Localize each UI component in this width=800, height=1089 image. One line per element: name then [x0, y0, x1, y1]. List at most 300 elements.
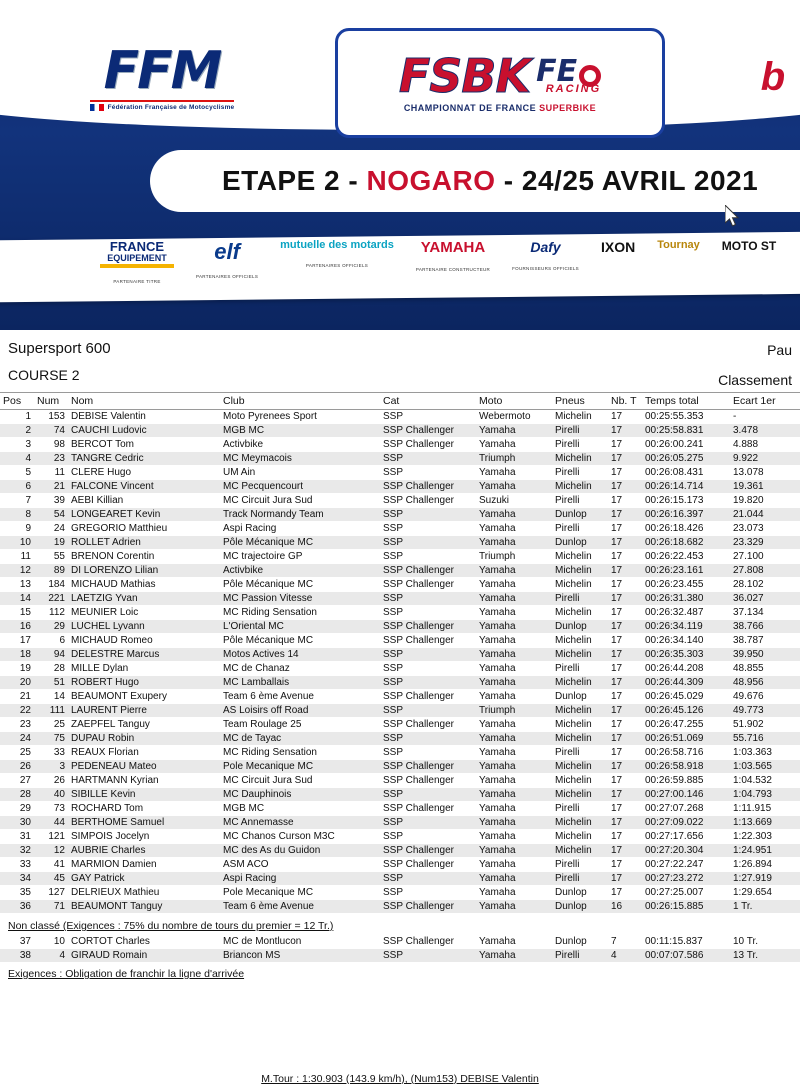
cell-pneus: Pirelli [555, 859, 580, 870]
table-row [0, 935, 800, 949]
cell-moto: Yamaha [476, 760, 552, 774]
cell-cat: SSP [380, 648, 476, 662]
cell-pos: 5 [25, 467, 31, 478]
cell-nbt: 17 [608, 592, 642, 606]
cell-moto: Yamaha [479, 607, 516, 618]
cell-club: MGB MC [223, 803, 265, 814]
cell-nbt: 17 [608, 536, 642, 550]
cell-nom: ZAEPFEL Tanguy [71, 719, 150, 730]
cell-pneus: Dunlop [555, 936, 587, 947]
cell-cat: SSP [383, 663, 404, 674]
table-row [0, 816, 800, 830]
table-row [0, 522, 800, 536]
cell-pneus: Michelin [555, 719, 592, 730]
cell-club: MC trajectoire GP [223, 551, 303, 562]
logo-row [0, 22, 800, 132]
cell-moto: Yamaha [479, 439, 516, 450]
cell-moto: Yamaha [479, 635, 516, 646]
cell-temps: 00:26:32.487 [645, 607, 704, 618]
table-row [0, 774, 800, 788]
cell-cat: SSP Challenger [383, 936, 454, 947]
cell-pos: 18 [0, 648, 34, 662]
cell-ecart: 1:27.919 [730, 872, 800, 886]
cell-pos: 34 [0, 872, 34, 886]
ffm-logo-subtitle: Fédération Française de Motocyclisme [90, 100, 235, 111]
sponsor-yamaha: YAMAHA PARTENAIRE CONSTRUCTEUR [415, 239, 491, 272]
table-row [0, 830, 800, 844]
cell-cat: SSP [383, 411, 404, 422]
table-row [0, 410, 800, 424]
cell-pneus: Pirelli [555, 747, 580, 758]
cell-temps: 00:26:34.119 [642, 620, 730, 634]
cell-nbt: 17 [611, 803, 623, 814]
cell-pneus: Michelin [555, 831, 592, 842]
table-row [0, 494, 800, 508]
cell-num: 33 [53, 747, 65, 758]
sponsor-france-equipement: FRANCE EQUIPEMENT PARTENAIRE TITRE [100, 240, 174, 292]
cell-temps: 00:27:00.146 [642, 788, 730, 802]
cell-nbt: 17 [611, 691, 623, 702]
french-flag-icon [90, 104, 104, 111]
cell-moto: Yamaha [476, 732, 552, 746]
cell-ecart: 55.716 [730, 732, 800, 746]
cell-ecart: 4.888 [733, 439, 759, 450]
table-row [0, 424, 800, 438]
cell-pos: 9 [25, 523, 31, 534]
cell-nbt: 17 [608, 564, 642, 578]
cell-nom: GIRAUD Romain [68, 949, 220, 963]
cell-temps: 00:26:59.885 [645, 775, 704, 786]
cell-temps: 00:26:15.885 [642, 900, 730, 914]
sponsor-elf: elf PARTENAIRES OFFICIELS [196, 239, 259, 280]
col-num: Num [34, 393, 68, 410]
table-row [0, 550, 800, 564]
cell-nom: TANGRE Cedric [68, 452, 220, 466]
cell-nom: MARMION Damien [71, 859, 157, 870]
cell-nom: GREGORIO Matthieu [71, 523, 168, 534]
cell-num: 153 [48, 411, 65, 422]
cell-cat: SSP [380, 788, 476, 802]
event-title: ETAPE 2 - NOGARO - 24/25 AVRIL 2021 [222, 165, 759, 196]
cell-num: 3 [34, 760, 68, 774]
cell-pneus: Dunlop [555, 691, 587, 702]
cell-moto: Suzuki [479, 495, 510, 506]
cell-nom: LAURENT Pierre [68, 704, 220, 718]
cell-cat: SSP Challenger [380, 424, 476, 438]
cell-ecart: 19.361 [730, 480, 800, 494]
results-table-head [0, 393, 800, 410]
cell-cat: SSP [380, 949, 476, 963]
non-classe-note: Non classé (Exigences : 75% du nombre de tours du premier = 12 Tr.) [0, 914, 800, 935]
cell-club: Aspi Racing [223, 523, 277, 534]
cell-cat: SSP [380, 816, 476, 830]
cell-moto: Yamaha [479, 803, 516, 814]
table-row [0, 858, 800, 872]
cell-nbt: 7 [611, 936, 617, 947]
sponsor-moto-st: MOTO ST [721, 239, 777, 253]
cell-pos: 14 [0, 592, 34, 606]
cell-num: 184 [48, 579, 65, 590]
cell-cat: SSP [380, 872, 476, 886]
cell-temps: 00:26:44.309 [642, 676, 730, 690]
cell-moto: Yamaha [476, 536, 552, 550]
cell-pneus: Pirelli [555, 663, 580, 674]
table-row [0, 676, 800, 690]
ffm-logo [72, 38, 252, 118]
table-row [0, 732, 800, 746]
cell-nbt: 17 [611, 747, 623, 758]
non-classe-table-body [0, 935, 800, 963]
cell-pos: 33 [19, 859, 31, 870]
cell-ecart: 38.787 [733, 635, 764, 646]
cell-moto: Yamaha [476, 900, 552, 914]
cell-pos: 19 [19, 663, 31, 674]
cell-pos: 12 [0, 564, 34, 578]
document-type: Classement [718, 372, 792, 388]
cell-temps: 00:26:22.453 [645, 551, 704, 562]
cell-nom: CAUCHI Ludovic [68, 424, 220, 438]
cell-cat: SSP [383, 887, 404, 898]
cell-num: 54 [34, 508, 68, 522]
cell-pos: 17 [19, 635, 31, 646]
cell-temps: 00:26:15.173 [645, 495, 704, 506]
cell-nbt: 17 [608, 732, 642, 746]
cell-num: 74 [34, 424, 68, 438]
cell-ecart: 28.102 [733, 579, 764, 590]
fsbk-logo-racing: RACING [545, 83, 602, 96]
cell-club: Motos Actives 14 [220, 648, 380, 662]
cell-nom: AUBRIE Charles [68, 844, 220, 858]
table-row [0, 578, 800, 592]
requirements-note: Exigences : Obligation de franchir la ligne d'arrivée [8, 968, 245, 980]
cell-nbt: 17 [611, 859, 623, 870]
cell-num: 71 [34, 900, 68, 914]
cell-nom: SIBILLE Kevin [68, 788, 220, 802]
cell-moto: Yamaha [479, 859, 516, 870]
cell-nbt: 17 [608, 620, 642, 634]
cell-pos: 38 [0, 949, 34, 963]
table-row [0, 466, 800, 480]
cell-temps: 00:26:44.208 [645, 663, 704, 674]
fsbk-logo-word: FSBK [398, 49, 531, 103]
cell-club: Moto Pyrenees Sport [223, 411, 317, 422]
cell-pos: 20 [0, 676, 34, 690]
cell-pneus: Pirelli [552, 949, 608, 963]
cell-pos: 36 [0, 900, 34, 914]
cell-temps: 00:26:45.126 [642, 704, 730, 718]
cell-temps: 00:26:58.918 [642, 760, 730, 774]
cell-club: MC de Tayac [220, 732, 380, 746]
cell-nbt: 17 [611, 719, 623, 730]
cell-pneus: Pirelli [552, 872, 608, 886]
cell-ecart: 51.902 [733, 719, 764, 730]
cell-club: MC des As du Guidon [220, 844, 380, 858]
cell-club: Track Normandy Team [220, 508, 380, 522]
cell-club: MC Riding Sensation [223, 747, 317, 758]
cell-temps: 00:26:34.140 [645, 635, 704, 646]
col-moto: Moto [476, 393, 552, 410]
cell-moto: Yamaha [476, 564, 552, 578]
cell-nbt: 17 [611, 439, 623, 450]
cell-nbt: 17 [611, 775, 623, 786]
partner-logo-mark: b [760, 55, 786, 99]
cell-cat: SSP Challenger [383, 635, 454, 646]
cell-club: MC de Chanaz [223, 663, 290, 674]
cell-num: 24 [53, 523, 65, 534]
cell-moto: Yamaha [479, 691, 516, 702]
fsbk-logo [335, 28, 665, 138]
table-row [0, 746, 800, 760]
table-row [0, 886, 800, 900]
cell-nbt: 17 [608, 844, 642, 858]
cell-pos: 22 [0, 704, 34, 718]
cell-nom: GAY Patrick [68, 872, 220, 886]
cell-temps: 00:27:22.247 [645, 859, 704, 870]
cell-pneus: Pirelli [552, 424, 608, 438]
cell-nom: MILLE Dylan [71, 663, 129, 674]
cell-nom: DUPAU Robin [68, 732, 220, 746]
cell-club: Aspi Racing [220, 872, 380, 886]
cell-temps: 00:26:08.431 [645, 467, 704, 478]
cell-nbt: 17 [611, 579, 623, 590]
cell-num: 121 [48, 831, 65, 842]
cell-club: MC Pecquencourt [220, 480, 380, 494]
cell-temps: 00:26:00.241 [645, 439, 704, 450]
cell-nom: MICHAUD Mathias [71, 579, 156, 590]
cell-ecart: 38.766 [730, 620, 800, 634]
table-row [0, 704, 800, 718]
cell-pos: 30 [0, 816, 34, 830]
results-sheet [0, 330, 800, 1089]
cell-pneus: Michelin [555, 775, 592, 786]
cell-nbt: 17 [611, 663, 623, 674]
cell-club: MC Riding Sensation [223, 607, 317, 618]
cell-nom: BERTHOME Samuel [68, 816, 220, 830]
fsbk-logo-subtitle: CHAMPIONNAT DE FRANCE SUPERBIKE [403, 103, 597, 113]
cell-cat: SSP Challenger [383, 495, 454, 506]
cell-pneus: Pirelli [555, 439, 580, 450]
cell-nbt: 17 [611, 551, 623, 562]
cell-num: 51 [34, 676, 68, 690]
cell-club: MC Circuit Jura Sud [223, 775, 313, 786]
cell-nbt: 17 [608, 788, 642, 802]
cell-pneus: Dunlop [552, 508, 608, 522]
cell-moto: Yamaha [476, 480, 552, 494]
cell-num: 40 [34, 788, 68, 802]
cell-pneus: Michelin [555, 635, 592, 646]
table-header-row [0, 393, 800, 410]
cell-cat: SSP Challenger [383, 439, 454, 450]
cell-pneus: Pirelli [555, 467, 580, 478]
table-row [0, 949, 800, 963]
cell-club: Activbike [220, 564, 380, 578]
cell-pos: 29 [19, 803, 31, 814]
cell-temps: 00:26:18.682 [642, 536, 730, 550]
cell-pos: 16 [0, 620, 34, 634]
cell-temps: 00:27:20.304 [642, 844, 730, 858]
cell-nom: DI LORENZO Lilian [68, 564, 220, 578]
cell-pneus: Pirelli [555, 495, 580, 506]
cell-nbt: 17 [608, 452, 642, 466]
table-row [0, 900, 800, 914]
cell-temps: 00:25:58.831 [642, 424, 730, 438]
table-row [0, 536, 800, 550]
fsbk-fe-block [536, 53, 602, 96]
cell-num: 39 [53, 495, 65, 506]
cell-cat: SSP [380, 536, 476, 550]
cell-num: 26 [53, 775, 65, 786]
cell-cat: SSP [383, 607, 404, 618]
cell-pos: 28 [0, 788, 34, 802]
cell-club: MGB MC [220, 424, 380, 438]
cell-club: L'Oriental MC [220, 620, 380, 634]
cell-temps: 00:26:51.069 [642, 732, 730, 746]
cell-num: 221 [34, 592, 68, 606]
cell-ecart: 23.073 [733, 523, 764, 534]
cell-moto: Webermoto [479, 411, 531, 422]
cell-nbt: 17 [608, 676, 642, 690]
cell-pos: 37 [19, 936, 31, 947]
cell-club: Pôle Mécanique MC [223, 579, 314, 590]
cell-num: 127 [48, 887, 65, 898]
cell-moto: Yamaha [476, 648, 552, 662]
cell-pos: 15 [19, 607, 31, 618]
col-pos: Pos [0, 393, 34, 410]
cell-nbt: 17 [611, 887, 623, 898]
cell-temps: 00:26:05.275 [642, 452, 730, 466]
table-row [0, 844, 800, 858]
cell-moto: Yamaha [476, 508, 552, 522]
cell-ecart: 27.100 [733, 551, 764, 562]
cell-nbt: 17 [608, 508, 642, 522]
cell-ecart: 1:03.565 [730, 760, 800, 774]
cell-ecart: 48.956 [730, 676, 800, 690]
cell-cat: SSP Challenger [383, 859, 454, 870]
table-row [0, 662, 800, 676]
cell-nom: PEDENEAU Mateo [68, 760, 220, 774]
cell-pos: 25 [19, 747, 31, 758]
cell-cat: SSP Challenger [383, 803, 454, 814]
race-name: COURSE 2 [8, 367, 80, 383]
cell-cat: SSP Challenger [383, 719, 454, 730]
sponsor-tournay: Tournay [657, 239, 700, 251]
cell-cat: SSP Challenger [383, 579, 454, 590]
table-row [0, 564, 800, 578]
cell-ecart: 21.044 [730, 508, 800, 522]
cell-ecart: 1:04.793 [730, 788, 800, 802]
cell-club: MC Chanos Curson M3C [223, 831, 335, 842]
cell-pneus: Michelin [552, 732, 608, 746]
cell-moto: Yamaha [479, 831, 516, 842]
cell-ecart: 48.855 [733, 663, 764, 674]
cell-nbt: 17 [611, 607, 623, 618]
sponsor-list [100, 240, 800, 294]
cell-ecart: 1:03.363 [733, 747, 772, 758]
cell-ecart: 1 Tr. [730, 900, 800, 914]
col-ecart: Ecart 1er [730, 393, 800, 410]
cell-pos: 2 [0, 424, 34, 438]
cell-nbt: 17 [608, 648, 642, 662]
cell-temps: 00:26:23.455 [645, 579, 704, 590]
cell-pneus: Michelin [552, 676, 608, 690]
circuit-name: Pau [767, 342, 792, 358]
cell-num: 14 [53, 691, 65, 702]
cell-num: 75 [34, 732, 68, 746]
cell-nbt: 4 [608, 949, 642, 963]
table-row [0, 480, 800, 494]
cell-moto: Yamaha [479, 719, 516, 730]
col-nbt: Nb. T [608, 393, 642, 410]
cell-moto: Yamaha [479, 663, 516, 674]
cell-num: 94 [34, 648, 68, 662]
cell-cat: SSP Challenger [383, 691, 454, 702]
cell-nom: BEAUMONT Exupery [71, 691, 167, 702]
cell-moto: Yamaha [476, 949, 552, 963]
cell-num: 28 [53, 663, 65, 674]
cell-ecart: 23.329 [730, 536, 800, 550]
table-row [0, 788, 800, 802]
cell-ecart: 1:13.669 [730, 816, 800, 830]
cell-num: 6 [59, 635, 65, 646]
cell-ecart: 13.078 [733, 467, 764, 478]
table-row [0, 872, 800, 886]
cell-temps: 00:27:25.007 [645, 887, 704, 898]
cell-num: 89 [34, 564, 68, 578]
cell-pos: 23 [19, 719, 31, 730]
cell-ecart: 19.820 [733, 495, 764, 506]
cell-cat: SSP Challenger [380, 760, 476, 774]
cell-moto: Yamaha [479, 467, 516, 478]
cell-num: 45 [34, 872, 68, 886]
cell-num: 98 [53, 439, 65, 450]
cell-temps: 00:25:55.353 [645, 411, 704, 422]
cell-pneus: Michelin [552, 816, 608, 830]
cell-nom: AEBI Killian [71, 495, 124, 506]
cell-temps: 00:26:58.716 [645, 747, 704, 758]
cell-nom: LUCHEL Lyvann [68, 620, 220, 634]
cell-temps: 00:26:31.380 [642, 592, 730, 606]
cell-num: 4 [34, 949, 68, 963]
table-row [0, 452, 800, 466]
cell-nom: DEBISE Valentin [71, 411, 146, 422]
cell-club: Team Roulage 25 [223, 719, 302, 730]
table-row [0, 438, 800, 452]
cell-ecart: 1:29.654 [733, 887, 772, 898]
cell-pos: 7 [25, 495, 31, 506]
cell-nom: DELESTRE Marcus [68, 648, 220, 662]
cell-moto: Yamaha [476, 872, 552, 886]
cell-num: 73 [53, 803, 65, 814]
cell-cat: SSP [383, 467, 404, 478]
cell-temps: 00:27:07.268 [645, 803, 704, 814]
cell-club: Activbike [223, 439, 264, 450]
table-row [0, 802, 800, 816]
cell-nbt: 17 [611, 635, 623, 646]
cell-moto: Yamaha [479, 523, 516, 534]
sponsor-ixon: IXON [600, 239, 636, 255]
cell-pos: 32 [0, 844, 34, 858]
table-row [0, 760, 800, 774]
cell-cat: SSP Challenger [383, 775, 454, 786]
cell-nom: MEUNIER Loic [71, 607, 139, 618]
table-row [0, 690, 800, 704]
cell-pos: 6 [0, 480, 34, 494]
cell-pos: 27 [19, 775, 31, 786]
cell-nom: FALCONE Vincent [68, 480, 220, 494]
cell-nom: HARTMANN Kyrian [71, 775, 159, 786]
cell-moto: Yamaha [476, 788, 552, 802]
cell-cat: SSP [383, 747, 404, 758]
